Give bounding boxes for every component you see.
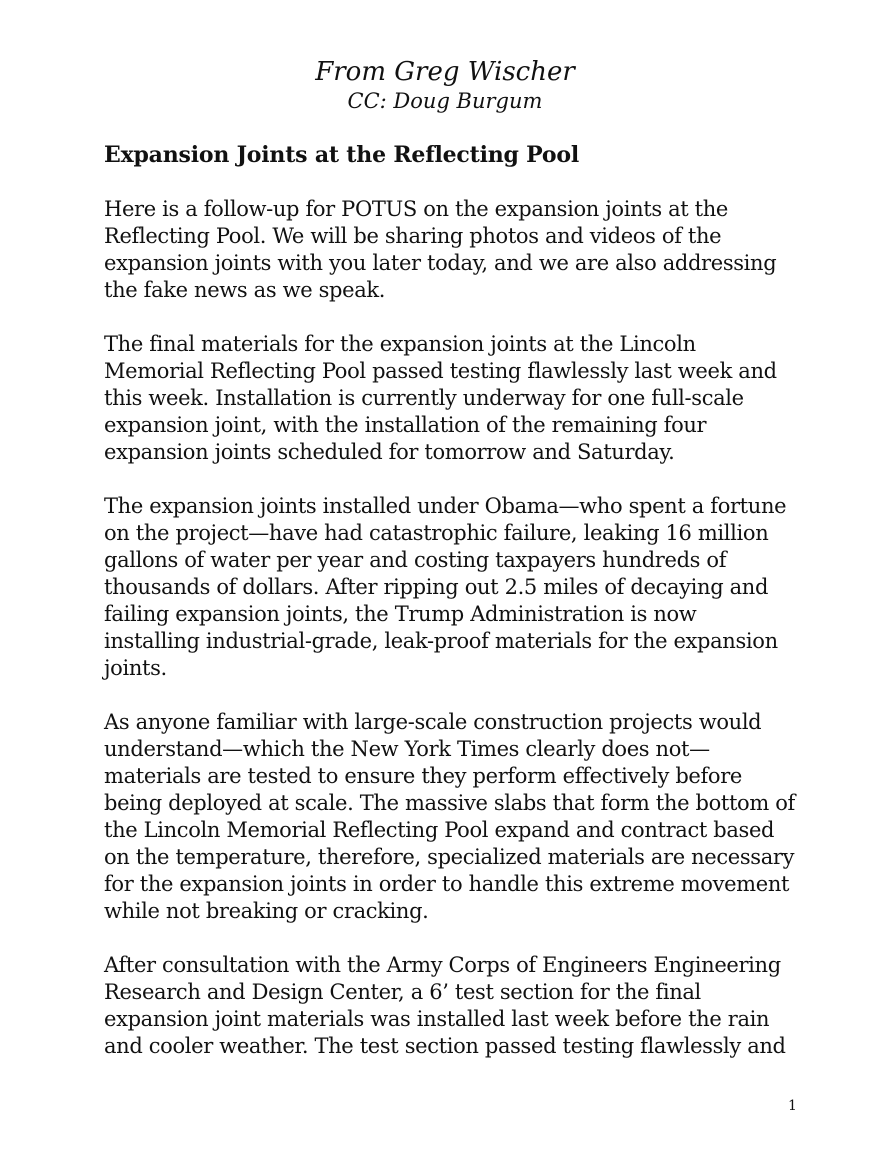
paragraph-line: After consultation with the Army Corps of Engineers Engineering	[104, 953, 781, 977]
paragraph-line: materials are tested to ensure they perform effectively before	[104, 764, 742, 788]
paragraph-line: while not breaking or cracking.	[104, 899, 429, 923]
cc-line: CC: Doug Burgum	[347, 89, 543, 113]
paragraph-line: Reflecting Pool. We will be sharing photos and videos of the	[104, 224, 722, 248]
paragraph-4	[104, 709, 824, 925]
paragraph-line: expansion joints with you later today, and we are also addressing	[104, 251, 777, 275]
paragraph-line: The final materials for the expansion joints at the Lincoln	[104, 332, 696, 356]
paragraph-line: Research and Design Center, a 6’ test section for the final	[104, 980, 701, 1004]
paragraph-line: As anyone familiar with large-scale construction projects would	[104, 710, 762, 734]
paragraph-line: this week. Installation is currently underway for one full-scale	[104, 386, 744, 410]
paragraph-line: gallons of water per year and costing taxpayers hundreds of	[104, 548, 727, 572]
paragraph-3	[104, 493, 824, 682]
paragraph-2	[104, 331, 824, 466]
page-number: 1	[788, 1098, 797, 1114]
paragraph-line: being deployed at scale. The massive slabs that form the bottom of	[104, 791, 795, 815]
paragraph-line: on the temperature, therefore, specialized materials are necessary	[104, 845, 795, 869]
from-line: From Greg Wischer	[315, 57, 575, 87]
paragraph-line: for the expansion joints in order to handle this extreme movement	[104, 872, 790, 896]
paragraph-line: on the project—have had catastrophic failure, leaking 16 million	[104, 521, 769, 545]
paragraph-line: Here is a follow-up for POTUS on the expansion joints at the	[104, 197, 729, 221]
paragraph-line: installing industrial-grade, leak-proof materials for the expansion	[104, 629, 778, 653]
document-title: Expansion Joints at the Reflecting Pool	[104, 142, 580, 168]
paragraph-line: expansion joint, with the installation of the remaining four	[104, 413, 707, 437]
paragraph-1	[104, 196, 824, 304]
paragraph-line: thousands of dollars. After ripping out 2.5 miles of decaying and	[104, 575, 769, 599]
paragraph-line: Memorial Reflecting Pool passed testing flawlessly last week and	[104, 359, 777, 383]
paragraph-line: the Lincoln Memorial Reflecting Pool expand and contract based	[104, 818, 775, 842]
paragraph-line: understand—which the New York Times clearly does not—	[104, 737, 710, 761]
paragraph-line: the fake news as we speak.	[104, 278, 386, 302]
paragraph-line: expansion joints scheduled for tomorrow and Saturday.	[104, 440, 675, 464]
paragraph-line: expansion joint materials was installed last week before the rain	[104, 1007, 770, 1031]
paragraph-5	[104, 952, 824, 1060]
paragraph-line: failing expansion joints, the Trump Administration is now	[104, 602, 697, 626]
paragraph-line: The expansion joints installed under Obama—who spent a fortune	[104, 494, 787, 518]
paragraph-line: joints.	[104, 656, 167, 680]
paragraph-line: and cooler weather. The test section passed testing flawlessly and	[104, 1034, 786, 1058]
